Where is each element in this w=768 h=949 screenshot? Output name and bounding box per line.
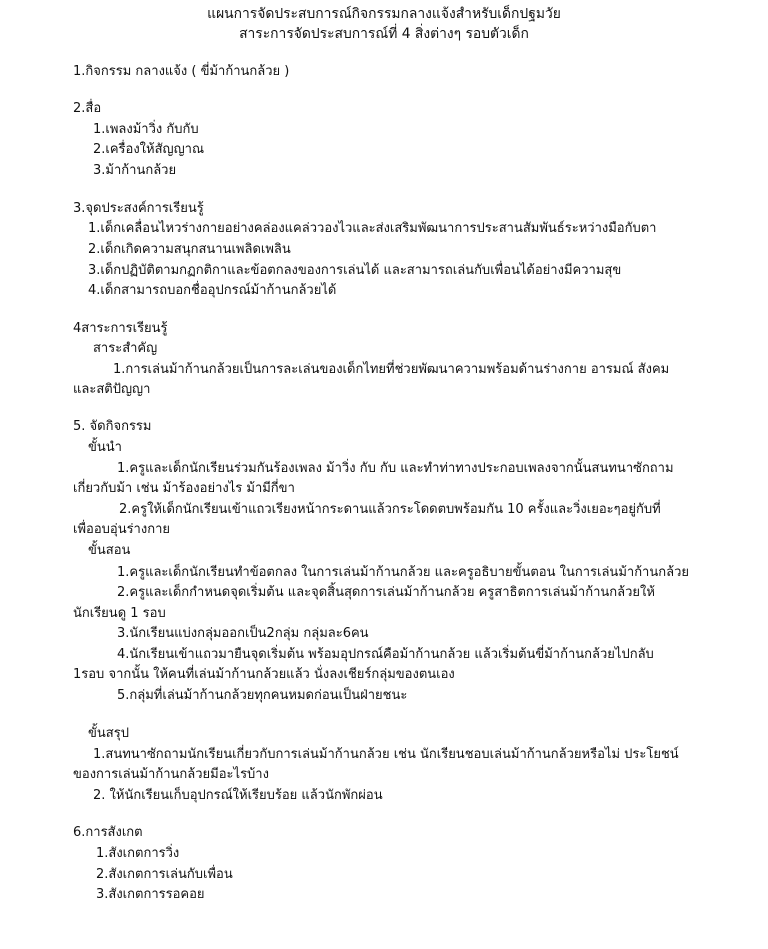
steps-line: 4.นักเรียนเข้าแถวมายืนจุดเริ่มต้น พร้อมอุปกรณ์คือม้าก้านกล้วย แล้วเริ่มต้นขี่ม้าก้านกล้วยไปกลับ xyxy=(117,647,654,662)
key-content-line: 1.การเล่นม้าก้านกล้วยเป็นการละเล่นของเด็กไทยที่ช่วยพัฒนาความพร้อมด้านร่างกาย อารมณ์ สังคม xyxy=(113,362,670,377)
title-line-2: สาระการจัดประสบการณ์ที่ 4 สิ่งต่างๆ รอบตัวเด็ก xyxy=(239,26,529,42)
observation-item: 2.สังเกตการเล่นกับเพื่อน xyxy=(96,867,233,882)
section-6-heading: 6.การสังเกต xyxy=(73,825,143,840)
steps-line: 5.กลุ่มที่เล่นม้าก้านกล้วยทุกคนหมดก่อนเป็นฝ่ายชนะ xyxy=(117,688,408,703)
section-5-heading: 5. จัดกิจกรรม xyxy=(73,419,152,434)
steps-line: 2.ครูและเด็กกำหนดจุดเริ่มต้น และจุดสิ้นสุดการเล่นม้าก้านกล้วย ครูสาธิตการเล่นม้าก้านกล้วยให้ xyxy=(117,585,655,600)
media-item: 3.ม้าก้านกล้วย xyxy=(93,163,177,178)
media-item: 1.เพลงม้าวิ่ง กับกับ xyxy=(93,122,199,137)
intro-heading: ขั้นนำ xyxy=(88,440,122,455)
media-item: 2.เครื่องให้สัญญาณ xyxy=(93,142,205,157)
intro-line: เกี่ยวกับม้า เช่น ม้าร้องอย่างไร ม้ามีกี่ขา xyxy=(73,481,295,496)
intro-line: เพื่ออบอุ่นร่างกาย xyxy=(73,522,170,537)
steps-line: 3.นักเรียนแบ่งกลุ่มออกเป็น2กลุ่ม กลุ่มละ6คน xyxy=(117,626,369,641)
steps-line: 1.ครูและเด็กนักเรียนทำข้อตกลง ในการเล่นม้าก้านกล้วย และครูอธิบายขั้นตอน ในการเล่นม้าก้านกล้วย xyxy=(117,565,689,580)
intro-line: 1.ครูและเด็กนักเรียนร่วมกันร้องเพลง ม้าวิ่ง กับ กับ และทำท่าทางประกอบเพลงจากนั้นสนทนาซักถาม xyxy=(117,461,674,476)
observation-item: 3.สังเกตการรอคอย xyxy=(96,887,205,902)
objective-item: 4.เด็กสามารถบอกชื่ออุปกรณ์ม้าก้านกล้วยได้ xyxy=(88,283,337,298)
summary-line: 2. ให้นักเรียนเก็บอุปกรณ์ให้เรียบร้อย แล้วนักพักผ่อน xyxy=(93,788,383,803)
section-4-heading: 4สาระการเรียนรู้ xyxy=(73,321,168,336)
section-4-subheading: สาระสำคัญ xyxy=(93,341,158,356)
observation-item: 1.สังเกตการวิ่ง xyxy=(96,846,180,861)
key-content-line: และสติปัญญา xyxy=(73,382,151,397)
section-2-heading: 2.สื่อ xyxy=(73,101,102,116)
objective-item: 3.เด็กปฏิบัติตามกฏกติกาและข้อตกลงของการเล่นได้ และสามารถเล่นกับเพื่อนได้อย่างมีความสุข xyxy=(88,263,622,278)
objective-item: 2.เด็กเกิดความสนุกสนานเพลิดเพลิน xyxy=(88,242,291,257)
summary-line: 1.สนทนาซักถามนักเรียนเกี่ยวกับการเล่นม้าก้านกล้วย เช่น นักเรียนชอบเล่นม้าก้านกล้วยหรือไม่ ประโยชน์ xyxy=(93,747,679,762)
section-3-heading: 3.จุดประสงค์การเรียนรู้ xyxy=(73,201,204,216)
section-1-heading: 1.กิจกรรม กลางแจ้ง ( ขี่ม้าก้านกล้วย ) xyxy=(73,64,290,79)
steps-line: นักเรียนดู 1 รอบ xyxy=(73,606,166,621)
objective-item: 1.เด็กเคลื่อนไหวร่างกายอย่างคล่องแคล่ววองไวและส่งเสริมพัฒนาการประสานสัมพันธ์ระหว่างมือกับตา xyxy=(88,221,657,236)
steps-heading: ขั้นสอน xyxy=(88,543,131,558)
summary-line: ของการเล่นม้าก้านกล้วยมีอะไรบ้าง xyxy=(73,767,269,782)
steps-line: 1รอบ จากนั้น ให้คนที่เล่นม้าก้านกล้วยแล้ว นั่งลงเชียร์กลุ่มของตนเอง xyxy=(73,667,455,682)
title-line-1: แผนการจัดประสบการณ์กิจกรรมกลางแจ้งสำหรับเด็กปฐมวัย xyxy=(207,6,561,22)
intro-line: 2.ครูให้เด็กนักเรียนเข้าแถวเรียงหน้ากระดานแล้วกระโดดตบพร้อมกัน 10 ครั้งและวิ่งเยอะๆอยู่กับที่ xyxy=(119,502,661,517)
summary-heading: ขั้นสรุป xyxy=(88,726,129,741)
